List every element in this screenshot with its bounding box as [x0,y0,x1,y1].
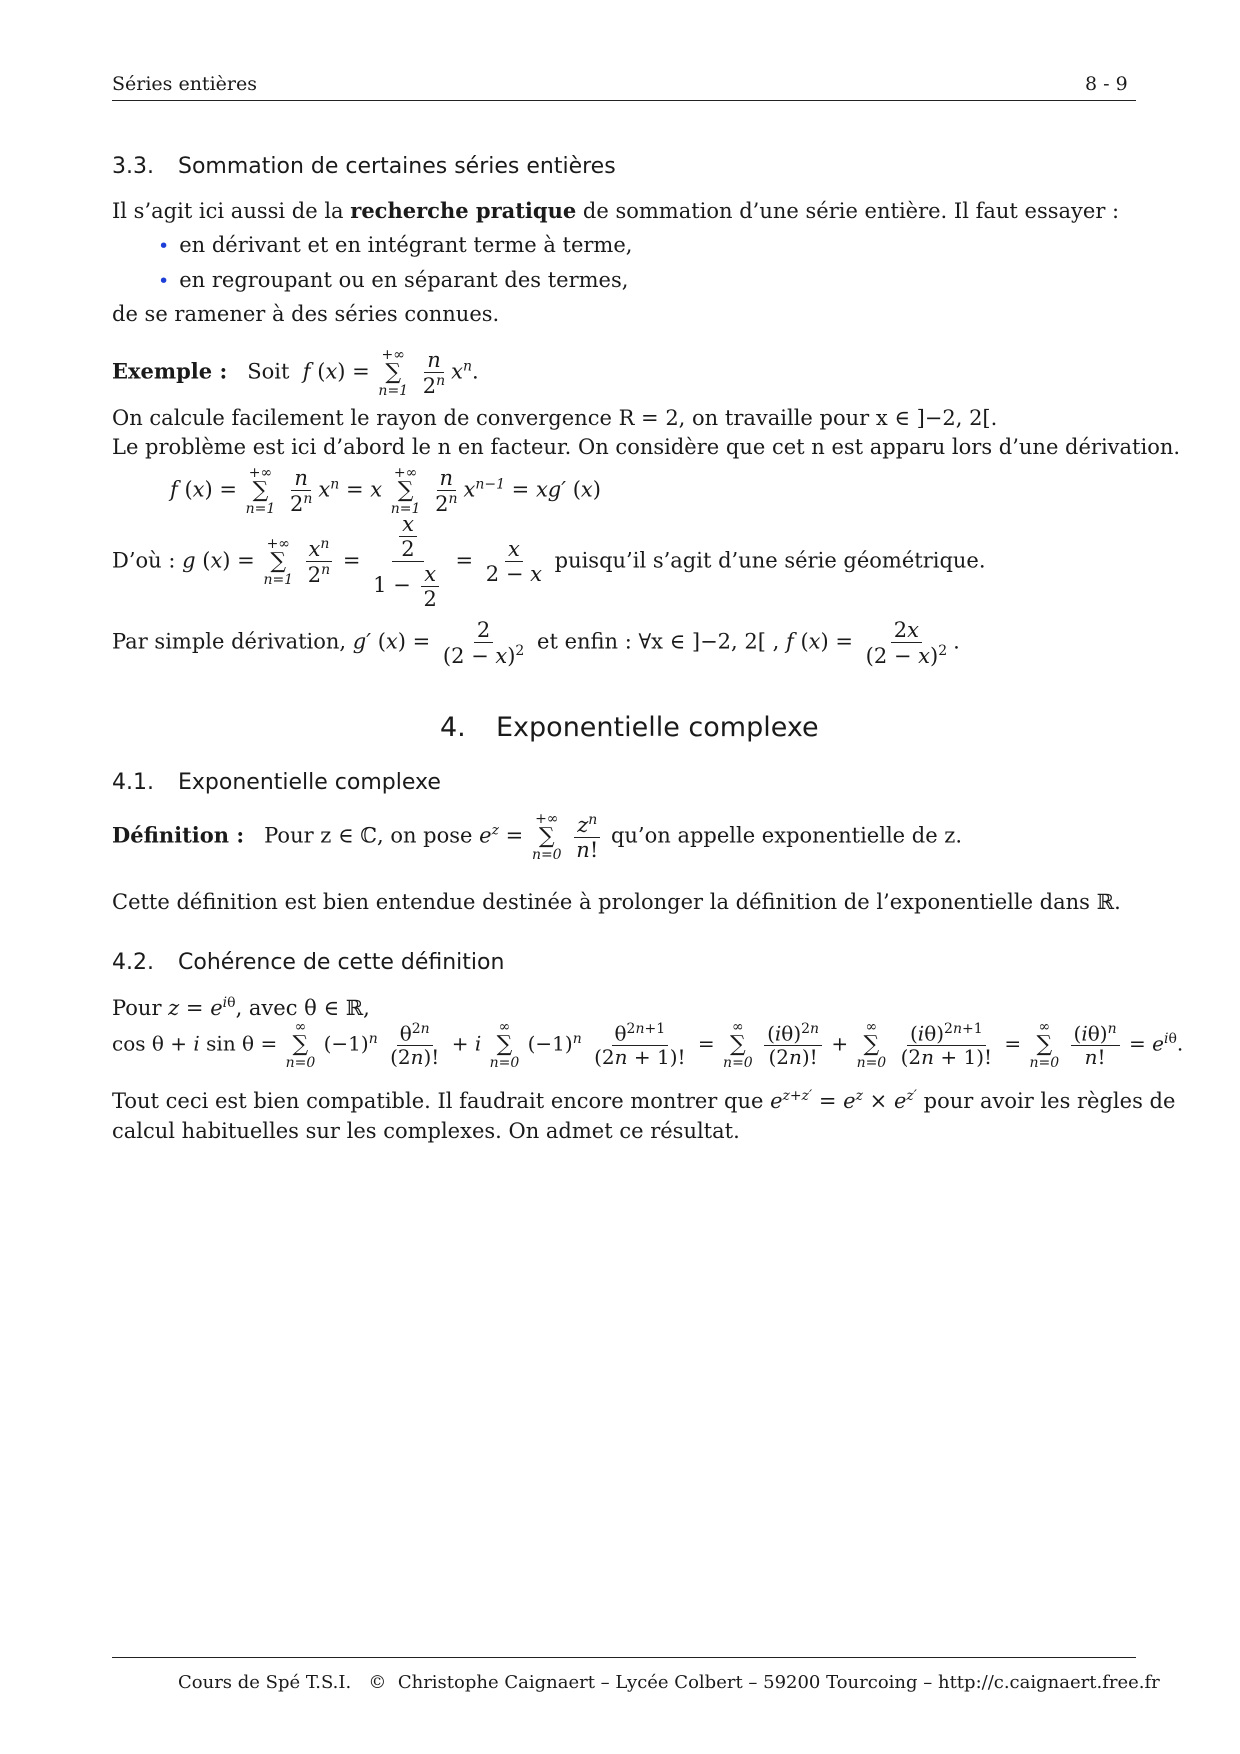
section-title: Exponentielle complexe [178,770,441,795]
section-title: Exponentielle complexe [496,712,819,743]
compat-line: Tout ceci est bien compatible. Il faudrait encore montrer que $e^{z+z'} = e^z \times e^{z'}$ pour avoir les règles de [112,1088,1176,1113]
coherence-formula: cos θ + i sin θ = ∞ ∑ n=0 $(-1)^n$ $\frac{\theta^{2n}}{(2n)!}$ + i ∞ ∑ n=0 $(-1)^n$ $\frac{\theta^{2n+1}}{(2n + 1)!}$ = ∞ ∑ n=0 $\frac{(i\theta)^{2n}}{(2n)!}$ + ∞ ∑ n=0 $\frac{(i\theta)^{2n+1}}{(2n + 1)!}$ = ∞ ∑ n=0 $\frac{(i\theta)^n}{n!}$ = $e^{i\theta}$. [112,1019,1184,1071]
bullet-icon: • [158,270,170,292]
par-text: Par simple dérivation, [112,629,347,654]
geometric-note: puisqu’il s’agit d’une série géométrique. [554,548,986,573]
header-title: Séries entières [112,73,257,95]
bullet-item [158,265,628,296]
compat-text-b: pour avoir les règles de [923,1089,1176,1113]
final-formula: Par simple dérivation, g′ (x) = $\frac{2}{(2 - x)^2}$ et enfin : ∀x ∈ ]−2, 2[ , f (x) = $\frac{2x}{(2 - x)^2}$ . [112,618,960,669]
intro-paragraph [112,196,1119,226]
definition-text-a: Pour z ∈ ℂ, on pose [264,823,473,848]
section-number: 4.2. [112,950,154,975]
definition-text-b: qu’on appelle exponentielle de z. [610,823,963,848]
section-number: 4. [440,712,466,743]
definition-line: Définition : Pour z ∈ ℂ, on pose $e^z$ = +∞ ∑ n=0 $\frac{z^n}{n!}$ qu’on appelle exponentielle de z. [112,811,963,864]
compound-fraction: $\frac{x}{2}$ 1 − $\frac{x}{2}$ [370,512,446,612]
fraction: $\frac{n}{2^n}$ [422,348,446,399]
footer-text: Cours de Spé T.S.I. © Christophe Caignaert – Lycée Colbert – 59200 Tourcoing – http://c.caignaert.free.fr [178,1672,1160,1693]
section-4-heading [440,712,819,743]
section-3-3-heading [112,154,616,179]
bullet-text: en regroupant ou en séparant des termes, [179,268,629,292]
definition-remark: Cette définition est bien entendue destinée à prolonger la définition de l’exponentielle dans ℝ. [112,890,1121,914]
dou-text: D’où : [112,548,176,573]
pour-line: Pour $z = e^{i\theta}$, avec θ ∈ ℝ, [112,995,370,1020]
section-4-1-heading [112,770,441,795]
problem-line: Le problème est ici d’abord le n en facteur. On considère que cet n est apparu lors d’une dérivation. [112,435,1181,459]
footer-rule [112,1657,1136,1658]
section-4-2-heading [112,950,504,975]
compat-text-a: Tout ceci est bien compatible. Il faudrait encore montrer que [112,1089,764,1113]
definition-label: Définition : [112,822,245,848]
section-title: Sommation de certaines séries entières [178,154,616,179]
page-number: 8 - 9 [1085,73,1128,95]
bullet-item [158,230,632,261]
intro-text-b: de sommation d’une série entière. Il faut essayer : [576,199,1120,223]
section-number: 3.3. [112,154,154,179]
conclusion-line: de se ramener à des séries connues. [112,302,500,326]
section-title: Cohérence de cette définition [178,950,505,975]
example-line: Exemple : Soit f (x) = +∞ ∑ n=1 $\frac{n}{2^n}$ $x^n$. [112,347,479,400]
bullet-text: en dérivant et en intégrant terme à terme, [179,233,633,257]
geometric-formula: D’où : g (x) = +∞ ∑ n=1 $\frac{x^n}{2^n}$ = $\frac{x}{2}$ 1 − $\frac{x}{2}$ = $\frac{x}{2 - x}$ puisqu’il s’agit d’une série géométrique. [112,512,986,612]
derivation-formula: f (x) = +∞ ∑ n=1 $\frac{n}{2^n}$ $x^n = x$ +∞ ∑ n=1 $\frac{n}{2^n}$ $x^{n-1} = xg'$ (x) [170,465,601,518]
intro-bold: recherche pratique [350,198,577,223]
compat-line-2: calcul habituelles sur les complexes. On admet ce résultat. [112,1119,740,1143]
intro-text-a: Il s’agit ici aussi de la [112,199,351,223]
soit-text: Soit [247,359,290,384]
sum-symbol: +∞ ∑ n=1 [378,347,409,400]
enfin-text: et enfin : ∀x ∈ ]−2, 2[ , [537,629,780,654]
radius-line: On calcule facilement le rayon de convergence R = 2, on travaille pour x ∈ ]−2, 2[. [112,406,998,430]
section-number: 4.1. [112,770,154,795]
header-rule [112,100,1136,101]
bullet-icon: • [158,235,170,257]
example-label: Exemple : [112,358,228,384]
